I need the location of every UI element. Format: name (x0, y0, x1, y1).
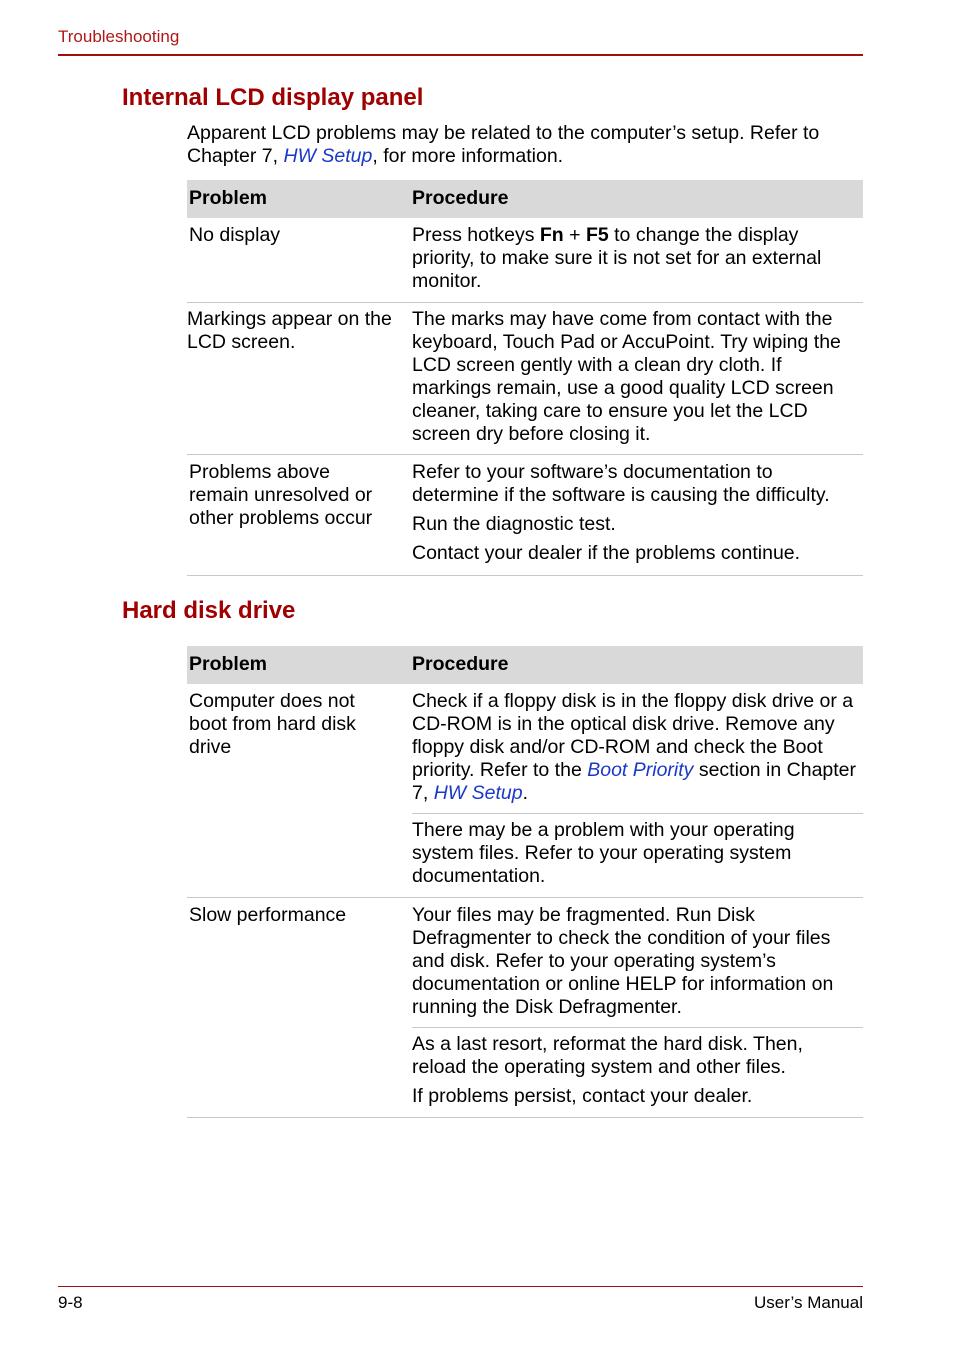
section-heading-lcd: Internal LCD display panel (122, 84, 424, 111)
lcd-intro (187, 122, 863, 168)
hdd-row1-procedure-2: There may be a problem with your operating system files. Refer to your operating system documentation. (412, 819, 795, 887)
hdd-row1-proc-c: . (522, 782, 528, 804)
lcd-row3-proc-p1: Refer to your software’s documentation to determine if the software is causing the difficulty. (412, 461, 830, 506)
hdd-row2-proc2-p2: If problems persist, contact your dealer. (412, 1085, 753, 1107)
hw-setup-link[interactable]: HW Setup (283, 145, 373, 167)
lcd-row1-proc-a: Press hotkeys (412, 224, 540, 246)
lcd-row3-proc-p2: Run the diagnostic test. (412, 513, 616, 535)
fn-key: Fn (539, 224, 564, 246)
hw-setup-link[interactable]: HW Setup (433, 782, 523, 804)
column-header-procedure: Procedure (412, 653, 509, 675)
hdd-row2-problem: Slow performance (189, 904, 347, 926)
row-divider (187, 897, 863, 898)
column-header-procedure: Procedure (412, 187, 509, 209)
lcd-row2-problem: Markings appear on the LCD screen. (187, 308, 392, 353)
column-header-problem: Problem (189, 653, 268, 675)
hdd-table-header (187, 646, 863, 684)
hdd-row1-proc-b: section in Chapter 7, (412, 759, 857, 804)
lcd-row3-proc-p3: Contact your dealer if the problems continue. (412, 542, 801, 564)
column-header-problem: Problem (189, 187, 268, 209)
manual-title: User’s Manual (754, 1293, 863, 1312)
lcd-row1-problem: No display (189, 224, 281, 246)
sub-row-divider (412, 813, 863, 814)
hdd-row2-procedure-2 (412, 1033, 860, 1108)
lcd-row3-problem: Problems above remain unresolved or other problems occur (189, 461, 373, 529)
page-number: 9-8 (58, 1293, 83, 1312)
hdd-row2-procedure-1: Your files may be fragmented. Run Disk Defragmenter to check the condition of your files and disk. Refer to your operating system’s documentation or online HELP for information on running the Disk Defragmenter. (412, 904, 834, 1018)
row-divider (187, 575, 863, 576)
lcd-intro-text-pre: Apparent LCD problems may be related to the computer’s setup. Refer to Chapter 7, (187, 122, 820, 167)
hdd-row2-proc2-p1: As a last resort, reformat the hard disk. Then, reload the operating system and other files. (412, 1033, 803, 1078)
lcd-row1-proc-c: to change the display priority, to make sure it is not set for an external monitor. (412, 224, 822, 292)
running-header: Troubleshooting (58, 27, 180, 46)
row-divider (187, 1117, 863, 1118)
footer-rule (58, 1286, 863, 1287)
hdd-row1-problem: Computer does not boot from hard disk drive (189, 690, 356, 758)
lcd-row1-procedure (412, 224, 860, 293)
section-heading-hdd: Hard disk drive (122, 597, 296, 624)
lcd-row2-procedure: The marks may have come from contact with the keyboard, Touch Pad or AccuPoint. Try wiping the LCD screen gently with a clean dry cloth. If markings remain, use a good quality LCD screen cleaner, taking care to ensure you let the LCD screen dry before closing it. (412, 308, 841, 445)
lcd-row1-proc-b: + (563, 224, 586, 246)
sub-row-divider (412, 1027, 863, 1028)
row-divider (187, 302, 863, 303)
lcd-intro-text-post: , for more information. (372, 145, 564, 167)
boot-priority-link[interactable]: Boot Priority (587, 759, 694, 781)
header-rule (58, 54, 863, 56)
lcd-row3-procedure (412, 461, 860, 565)
row-divider (187, 454, 863, 455)
lcd-table-header (187, 180, 863, 218)
f5-key: F5 (585, 224, 609, 246)
hdd-row1-procedure-1 (412, 690, 860, 805)
hdd-row1-proc-a: Check if a floppy disk is in the floppy disk drive or a CD-ROM is in the optical disk drive. Remove any floppy disk and/or CD-ROM and check the Boot priority. Refer to the (412, 690, 854, 781)
